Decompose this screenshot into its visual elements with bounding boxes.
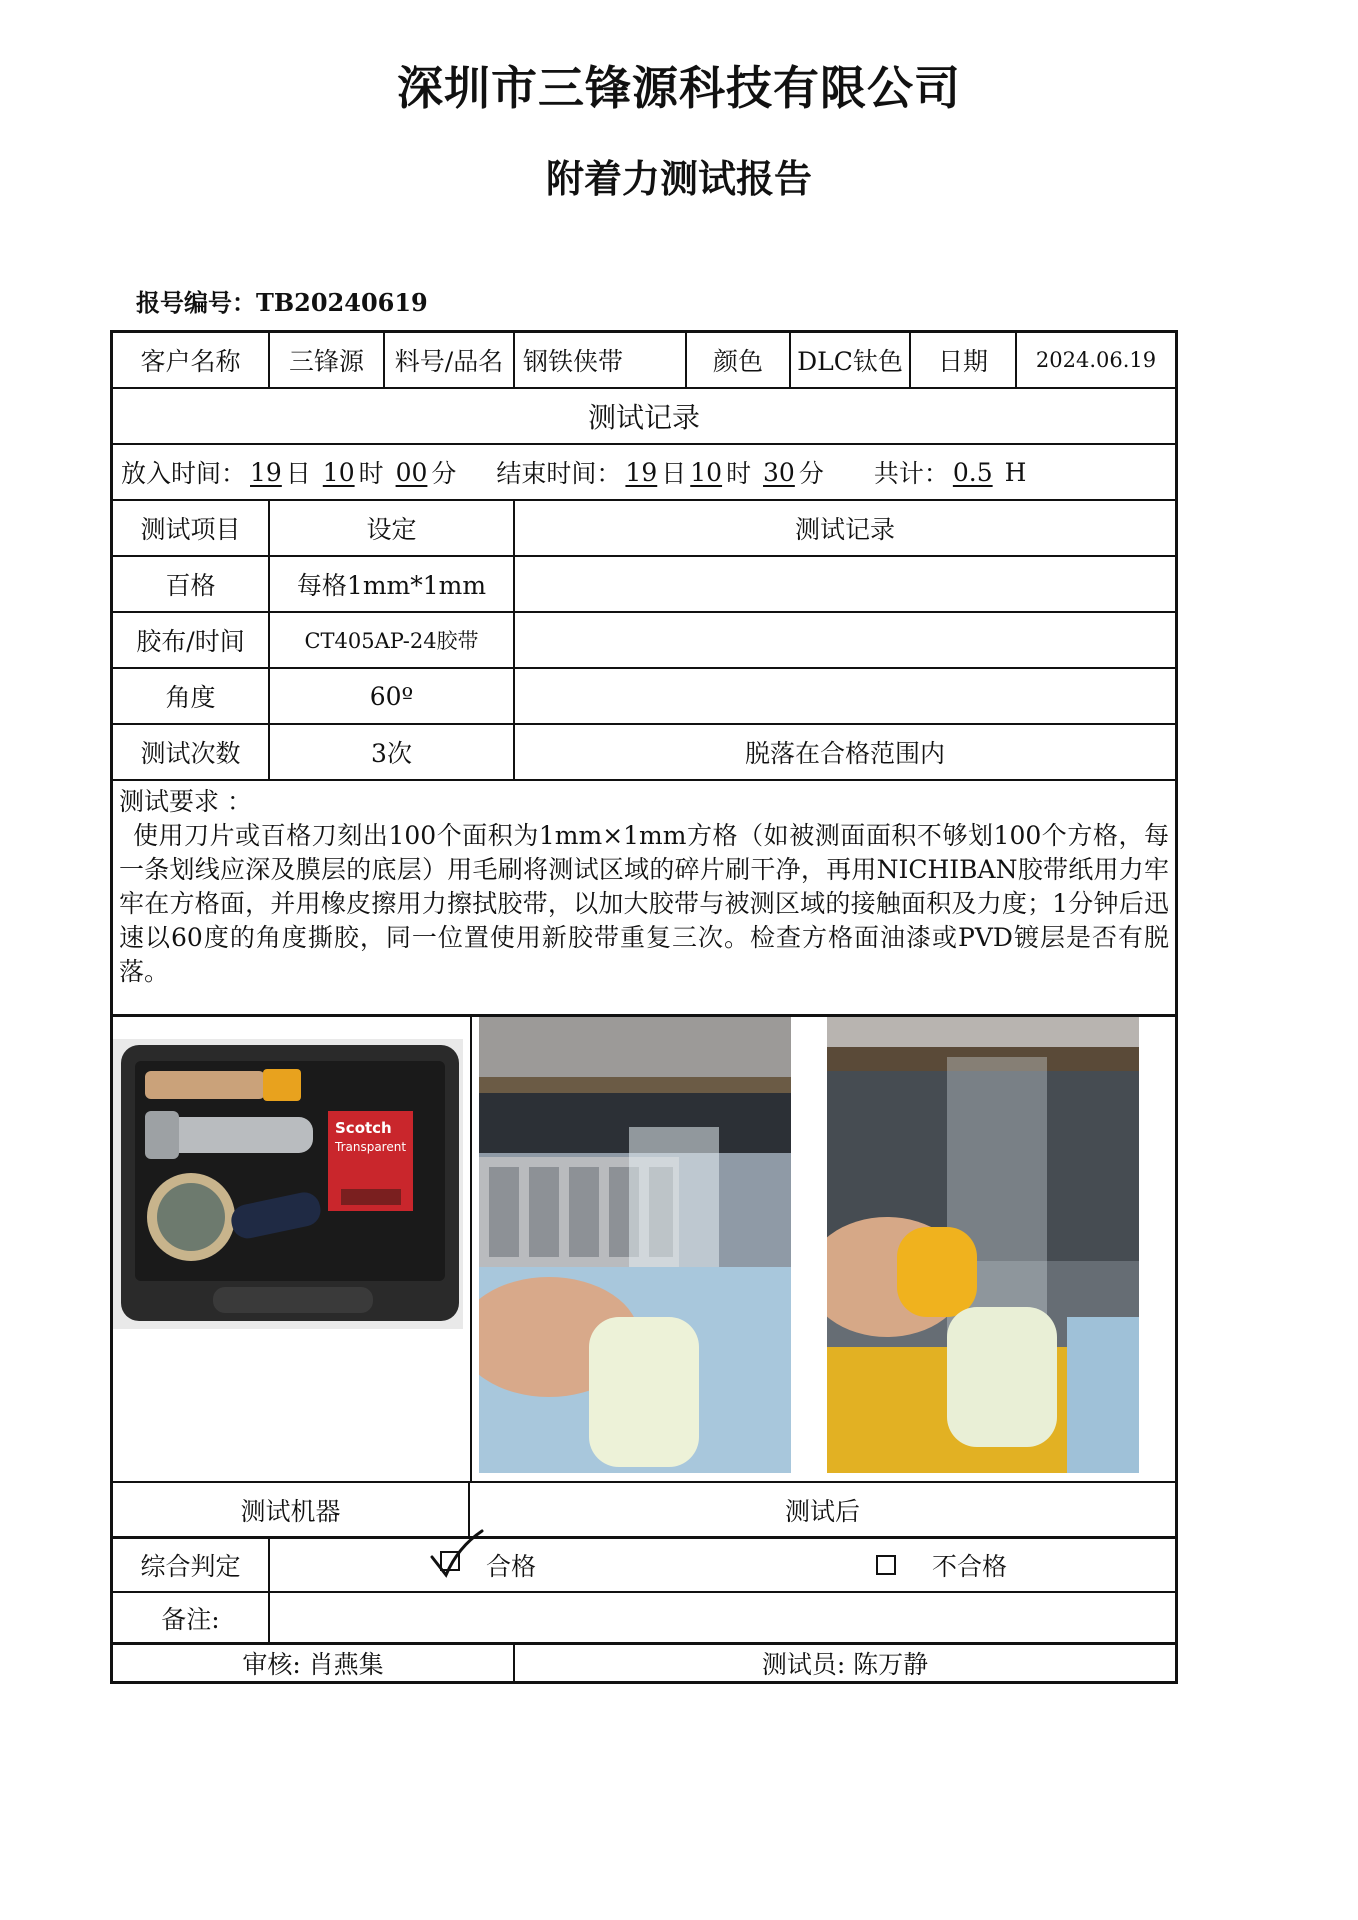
customer-value: 三锋源 <box>270 333 385 387</box>
row-record <box>515 669 1175 723</box>
date-label: 日期 <box>911 333 1017 387</box>
report-table <box>110 330 1178 1684</box>
record-title-row <box>113 389 1175 445</box>
test-kit-photo <box>113 1039 463 1329</box>
report-number-label: 报号编号： <box>136 288 256 317</box>
remarks-value <box>270 1593 1175 1642</box>
color-value: DLC钛色 <box>791 333 911 387</box>
info-row <box>113 333 1175 389</box>
minute-unit: 分 <box>431 459 457 488</box>
total-label: 共计： <box>873 459 949 488</box>
hour-unit: 时 <box>358 459 384 488</box>
report-title: 附着力测试报告 <box>545 157 812 201</box>
report-number-value: TB20240619 <box>256 288 428 317</box>
header-item: 测试项目 <box>113 501 270 555</box>
table-row <box>113 613 1175 669</box>
part-value: 钢铁侠带 <box>515 333 687 387</box>
caption-test-machine: 测试机器 <box>113 1483 470 1536</box>
end-hour-unit: 时 <box>726 459 752 488</box>
header-record: 测试记录 <box>794 515 895 544</box>
end-label: 结束时间： <box>496 459 622 488</box>
tape-brand: Scotch <box>335 1119 392 1137</box>
tester: 测试员: 陈万静 <box>761 1650 929 1679</box>
row-item: 测试次数 <box>113 725 270 779</box>
day-unit: 日 <box>285 459 311 488</box>
start-minute: 00 <box>395 457 428 487</box>
table-header-row <box>113 501 1175 557</box>
end-day: 19 <box>625 457 658 487</box>
row-record <box>515 557 1175 611</box>
strap-tape-image <box>479 1017 791 1473</box>
checkmark-icon <box>428 1527 484 1583</box>
after-test-photo-1 <box>479 1017 791 1473</box>
row-record <box>515 613 1175 667</box>
reviewer: 审核: 肖燕集 <box>113 1645 515 1681</box>
total-value: 0.5 <box>952 457 993 487</box>
judgement-label: 综合判定 <box>113 1539 270 1591</box>
pass-label: 合格 <box>486 1552 537 1581</box>
judgement-options <box>270 1539 1175 1591</box>
record-title: 测试记录 <box>587 401 700 434</box>
after-test-photo-2 <box>827 1017 1139 1473</box>
row-setting: CT405AP-24胶带 <box>270 613 515 667</box>
row-record: 脱落在合格范围内 <box>744 739 945 768</box>
row-item: 百格 <box>113 557 270 611</box>
time-row <box>113 445 1175 501</box>
table-row <box>113 669 1175 725</box>
start-day: 19 <box>250 457 282 487</box>
table-row <box>113 725 1175 781</box>
judgement-row <box>113 1539 1175 1593</box>
report-number <box>136 283 428 318</box>
fail-label: 不合格 <box>932 1552 1008 1581</box>
row-item: 角度 <box>113 669 270 723</box>
time-line <box>113 445 1175 499</box>
date-value: 2024.06.19 <box>1035 348 1157 372</box>
remarks-label: 备注: <box>113 1593 270 1642</box>
start-hour: 10 <box>322 457 355 487</box>
row-setting: 60º <box>270 669 515 723</box>
part-label: 料号/品名 <box>385 333 515 387</box>
color-label: 颜色 <box>687 333 791 387</box>
end-hour: 10 <box>690 457 723 487</box>
requirements-text: 使用刀片或百格刀刻出100个面积为1mm×1mm方格（如被测面面积不够划100个方格，每一条划线应深及膜层的底层）用毛刷将测试区域的碎片刷干净，再用NICHIBAN胶带纸用力牢牢在方格面，并用橡皮擦用力擦拭胶带，以加大胶带与被测区域的接触面积及力度；1分钟后迅速以60度的角度撕胶，同一位置使用新胶带重复三次。检查方格面油漆或PVD镀层是否有脱落。 <box>119 821 1169 986</box>
photos-row <box>113 1017 1175 1483</box>
row-setting: 3次 <box>270 725 515 779</box>
company-name: 深圳市三锋源科技有限公司 <box>397 61 961 115</box>
fail-checkbox[interactable] <box>876 1555 896 1575</box>
end-minute: 30 <box>763 457 795 487</box>
end-day-unit: 日 <box>661 459 687 488</box>
customer-label: 客户名称 <box>113 333 270 387</box>
photo-captions-row <box>113 1483 1175 1539</box>
end-minute-unit: 分 <box>798 459 824 488</box>
requirements-label: 测试要求 ： <box>119 787 252 816</box>
table-row <box>113 557 1175 613</box>
row-setting: 每格1mm*1mm <box>270 557 515 611</box>
header-setting: 设定 <box>270 501 515 555</box>
finger-tape-image <box>827 1017 1139 1473</box>
start-label: 放入时间： <box>121 459 247 488</box>
tape-name: Transparent <box>335 1140 407 1154</box>
caption-after-test: 测试后 <box>784 1496 860 1526</box>
row-item: 胶布/时间 <box>113 613 270 667</box>
total-unit: H <box>1004 457 1027 487</box>
signature-row <box>113 1645 1175 1681</box>
test-kit-image <box>113 1039 463 1329</box>
requirements-text-box <box>119 785 1169 989</box>
requirements-block <box>113 781 1175 1017</box>
remarks-row <box>113 1593 1175 1645</box>
